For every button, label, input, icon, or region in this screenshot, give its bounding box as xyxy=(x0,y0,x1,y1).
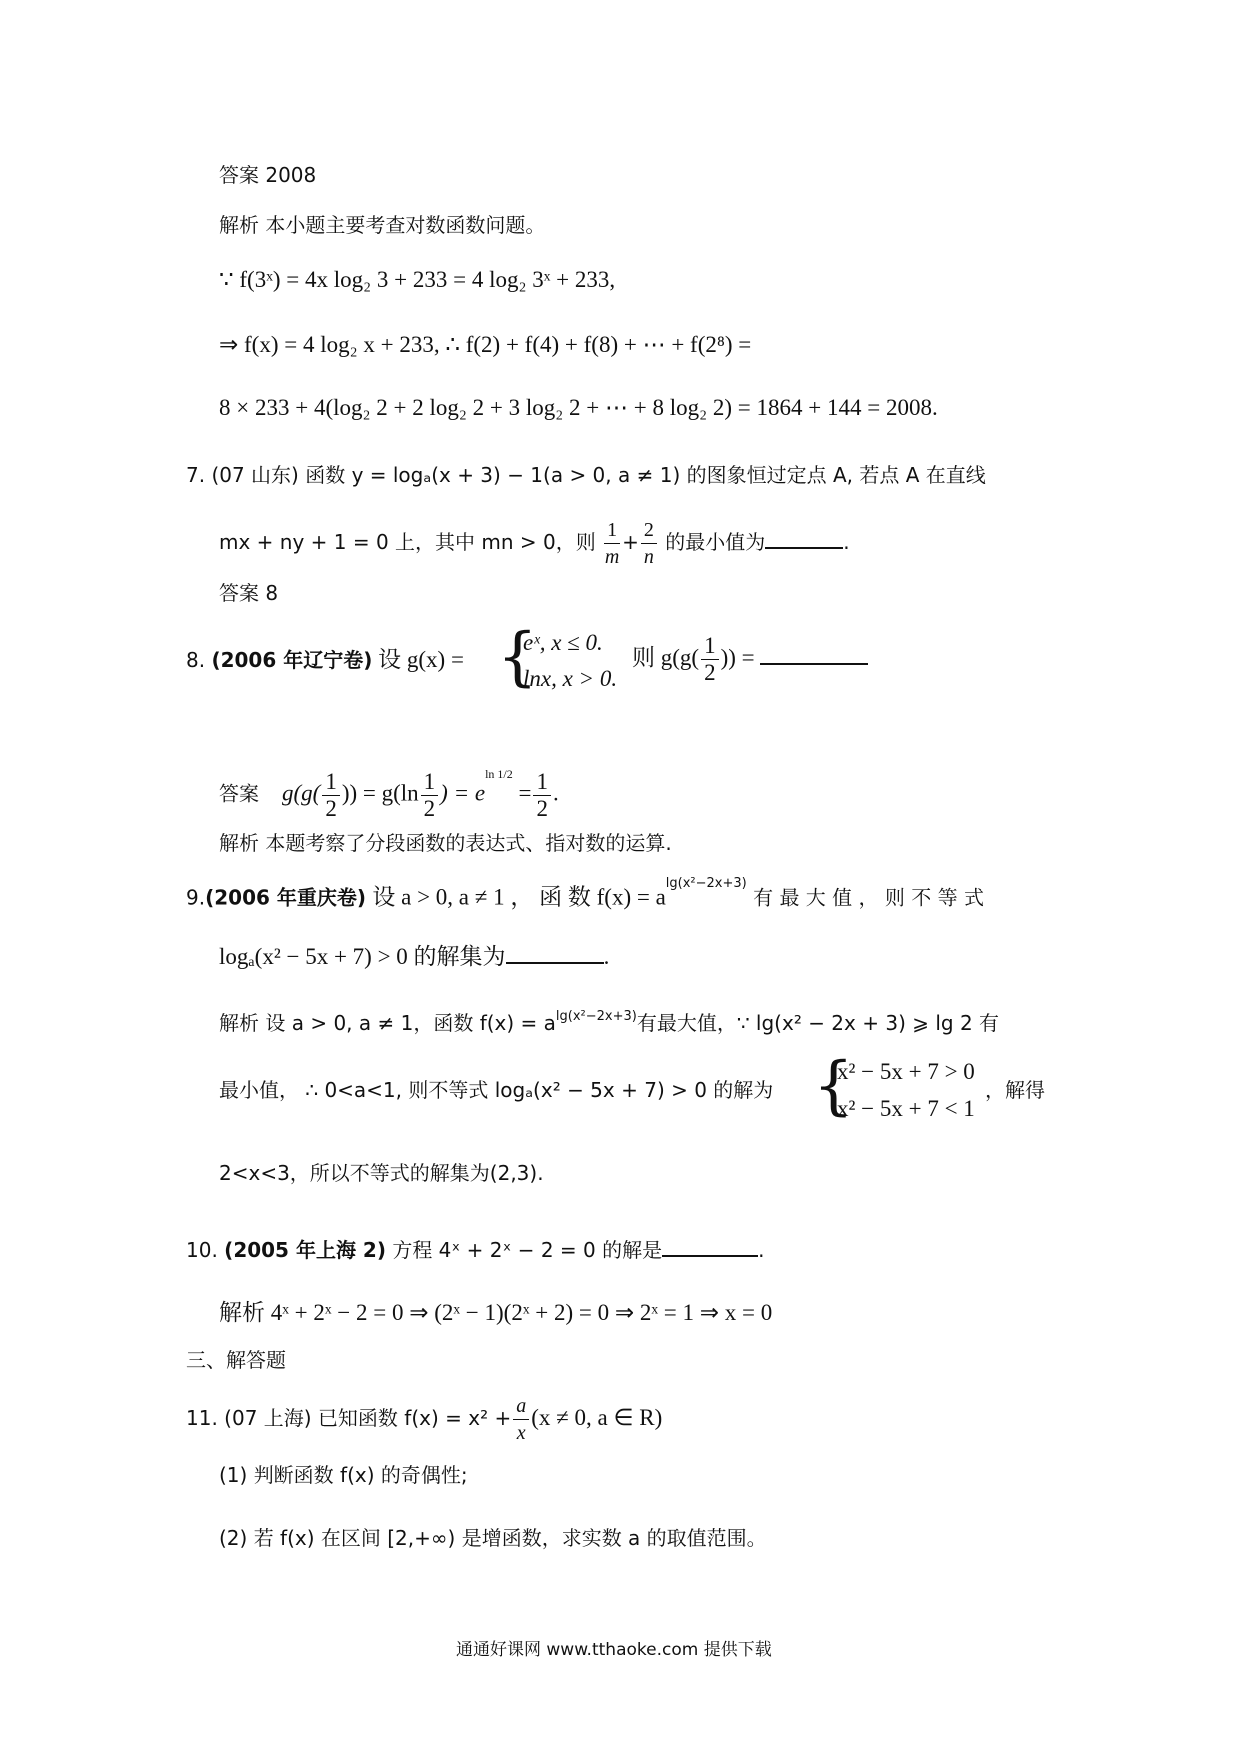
question-10-text: 方程 4ˣ + 2ˣ − 2 = 0 的解是 xyxy=(385,1238,663,1262)
answer-blank-10 xyxy=(662,1251,758,1257)
formula-line-3: 8 × 233 + 4(log₂ 2 + 2 log₂ 2 + 3 log₂ 2 + ⋯ + 8 log₂ 2) = 1864 + 144 = 2008. xyxy=(219,395,938,420)
system-ineq-1: x² − 5x + 7 > 0 xyxy=(837,1059,975,1084)
section-heading-3: 三、解答题 xyxy=(186,1348,286,1372)
answer-line-8 xyxy=(219,762,559,822)
formula-line-2: ⇒ f(x) = 4 log₂ x + 233, ∴ f(2) + f(4) + f(8) + ⋯ + f(2⁸) = xyxy=(219,332,752,357)
question-11-text-b: (x ≠ 0, a ∈ R) xyxy=(531,1405,663,1430)
fraction-half-3: $\frac{1}{2}$ xyxy=(421,769,439,822)
analysis-9-solve: ，解得 xyxy=(985,1078,1045,1102)
answer-label-8: 答案 xyxy=(219,781,259,806)
question-8-text-f: 则 g(g( xyxy=(632,645,700,670)
answer-blank-8 xyxy=(760,659,868,665)
question-9-exponent: lg(x²−2x+3) xyxy=(665,876,747,891)
fraction-half-1: $\frac{1}{2}$ xyxy=(701,633,719,686)
fraction-1-over-m: $\frac{1}{m}$ xyxy=(604,519,620,568)
answer-8-text-c: )) = g(ln xyxy=(341,780,419,806)
fraction-half-2: $\frac{1}{2}$ xyxy=(322,769,340,822)
question-10-number: 10. xyxy=(186,1238,225,1262)
period-9: . xyxy=(603,944,610,969)
answer-8-text-b: g(g( xyxy=(282,780,321,806)
question-9-line-1 xyxy=(186,876,984,913)
analysis-line-9b: 最小值， ∴ 0<a<1, 则不等式 logₐ(x² − 5x + 7) > 0 的解为 xyxy=(219,1078,774,1102)
analysis-line-8: 解析 本题考察了分段函数的表达式、指对数的运算. xyxy=(219,831,672,855)
question-7-text-b: 的最小值为 xyxy=(665,530,766,554)
answer-blank-9 xyxy=(506,958,604,964)
question-8-text-g: )) = xyxy=(720,645,755,670)
page-footer: 通通好课网 www.tthaoke.com 提供下载 xyxy=(456,1640,772,1660)
question-10-source: (2005 年上海 2) xyxy=(224,1238,386,1262)
question-9-number: 9. xyxy=(186,885,206,910)
piecewise-case-2: lnx, x > 0. xyxy=(523,666,618,691)
question-8-eval xyxy=(632,632,868,686)
analysis-9-text-c: 有最大值，∵ lg(x² − 2x + 3) ⩾ lg 2 有 xyxy=(636,1011,1000,1035)
answer-blank-7 xyxy=(765,543,843,549)
question-11-text-a: 11. (07 上海) 已知函数 f(x) = x² + xyxy=(186,1406,512,1430)
analysis-line-6: 解析 本小题主要考查对数函数问题。 xyxy=(219,213,546,237)
question-9-source: (2006 年重庆卷) xyxy=(205,885,367,910)
question-8-number: 8. xyxy=(186,648,212,672)
answer-8-text-e: = xyxy=(512,780,532,806)
formula-line-1: ∵ f(3ˣ) = 4x log₂ 3 + 233 = 4 log₂ 3ˣ + 233, xyxy=(219,267,616,292)
period: . xyxy=(843,530,850,554)
analysis-9-exponent: lg(x²−2x+3) xyxy=(555,1009,637,1024)
question-7-line-2 xyxy=(219,512,850,572)
answer-line-7: 答案 8 xyxy=(219,581,279,605)
fraction-half-4: $\frac{1}{2}$ xyxy=(533,769,551,822)
question-11-part-2: (2) 若 f(x) 在区间 [2,+∞) 是增函数，求实数 a 的取值范围。 xyxy=(219,1526,767,1550)
question-9-inequality: logₐ(x² − 5x + 7) > 0 的解集为 xyxy=(219,944,506,969)
period-10: . xyxy=(758,1238,765,1262)
question-11-line xyxy=(186,1390,662,1446)
question-11-part-1: (1) 判断函数 f(x) 的奇偶性; xyxy=(219,1463,468,1487)
answer-line-6: 答案 2008 xyxy=(219,163,317,187)
piecewise-case-1: eˣ, x ≤ 0. xyxy=(523,630,603,655)
left-brace-1: { xyxy=(497,620,538,694)
question-8-line xyxy=(186,645,464,675)
analysis-9-text-a: 解析 设 a > 0, a ≠ 1，函数 f(x) = a xyxy=(219,1011,556,1035)
analysis-line-9a xyxy=(219,1008,999,1042)
plus-sign: + xyxy=(622,530,639,554)
analysis-line-10: 解析 4ˣ + 2ˣ − 2 = 0 ⇒ (2ˣ − 1)(2ˣ + 2) = 0 ⇒ 2ˣ = 1 ⇒ x = 0 xyxy=(219,1300,773,1325)
system-ineq-2: x² − 5x + 7 < 1 xyxy=(837,1096,975,1121)
question-10-line xyxy=(186,1235,764,1265)
exponent-ln-half: ln 1/2 xyxy=(485,767,513,781)
question-7-line-1: 7. (07 山东) 函数 y = logₐ(x + 3) − 1(a > 0, a ≠ 1) 的图象恒过定点 A, 若点 A 在直线 xyxy=(186,463,986,487)
fraction-a-over-x: $\frac{a}{x}$ xyxy=(513,1393,529,1446)
fraction-2-over-n: $\frac{2}{n}$ xyxy=(641,517,657,570)
left-brace-2: { xyxy=(813,1049,854,1123)
question-9-text-e: 有 最 大 值 ， 则 不 等 式 xyxy=(746,885,984,910)
analysis-line-9c: 2<x<3，所以不等式的解集为(2,3). xyxy=(219,1161,544,1185)
question-8-text-a: 设 g(x) = xyxy=(372,647,464,672)
period-8: . xyxy=(552,780,559,806)
answer-8-text-d: ) = e xyxy=(440,780,486,806)
question-8-source: (2006 年辽宁卷) xyxy=(211,648,373,672)
question-9-text-c: 设 a > 0, a ≠ 1 ， 函 数 f(x) = a xyxy=(372,884,666,910)
question-9-line-2 xyxy=(219,942,609,972)
question-7-text-a: mx + ny + 1 = 0 上，其中 mn > 0，则 xyxy=(219,530,596,554)
